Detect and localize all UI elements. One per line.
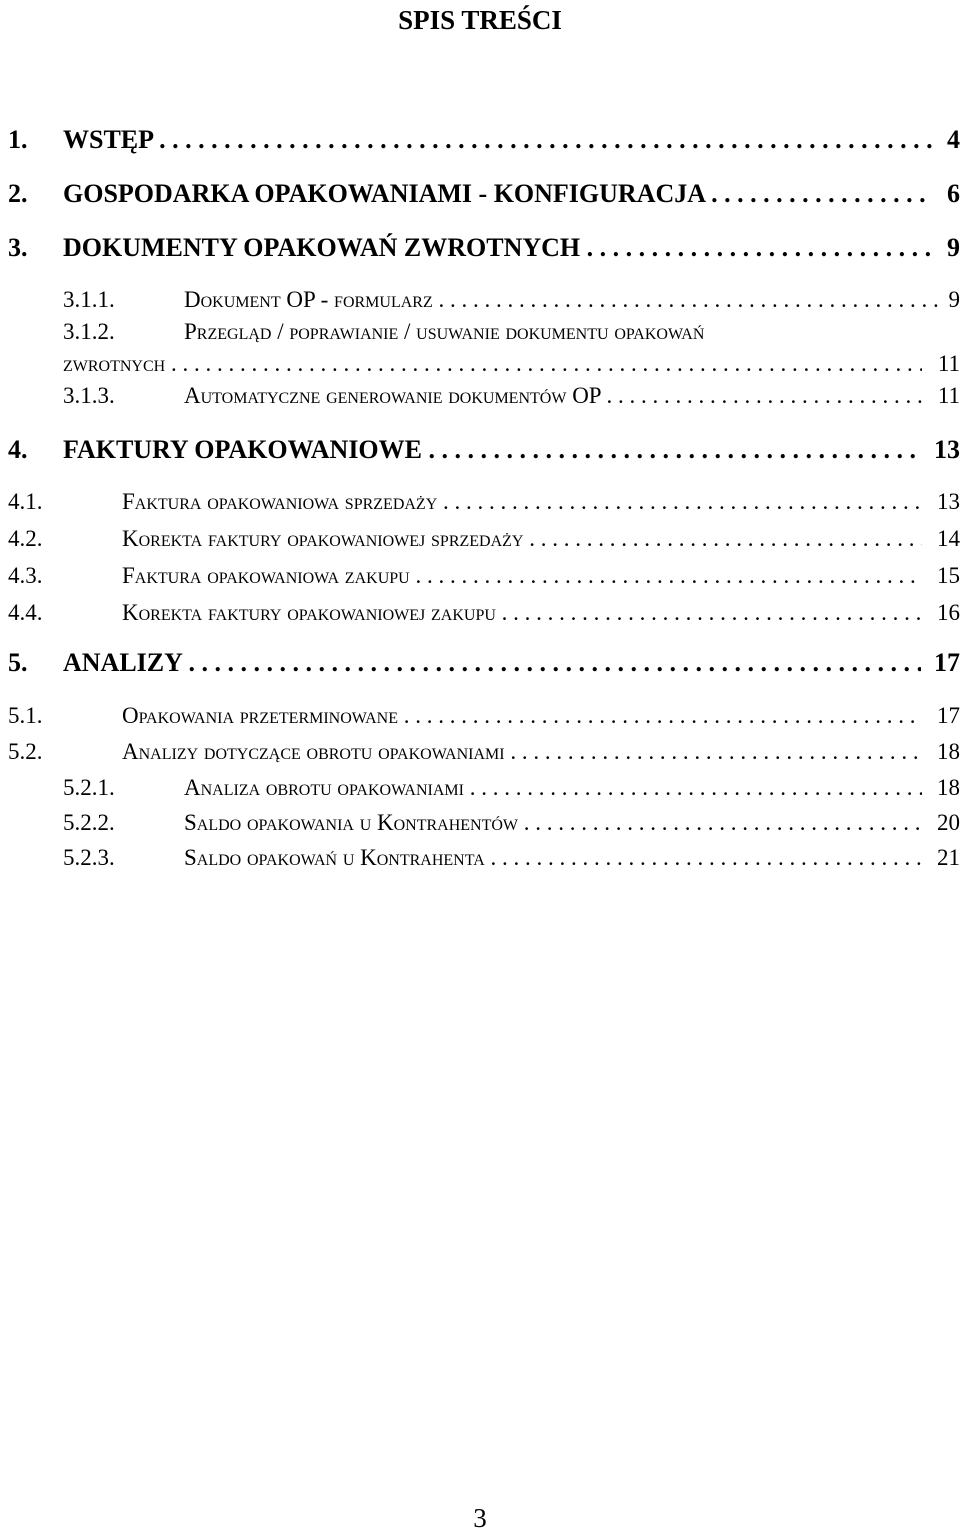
toc-entry-number: 3. <box>8 233 28 262</box>
toc-entry-number: 3.1.1. <box>63 287 115 312</box>
toc-entry-4-1[interactable] <box>0 482 960 522</box>
toc-entry-title: Opakowania przeterminowane . . . <box>122 696 922 736</box>
toc-entry-page: 16 <box>937 600 960 625</box>
toc-entry-number: 5. <box>8 648 28 677</box>
toc-entry-title: GOSPODARKA OPAKOWANIAMI - KONFIGURACJA . . . <box>63 174 932 214</box>
toc-entry-title: Faktura opakowaniowa sprzedaży . . . <box>122 482 922 522</box>
toc-entry-number: 4.2. <box>8 526 43 551</box>
toc-entry-title: Korekta faktury opakowaniowej zakupu . . . <box>122 593 922 633</box>
toc-entry-page: 18 <box>937 739 960 764</box>
toc-entry-3[interactable] <box>0 228 960 268</box>
toc-entry-5-2-1[interactable] <box>0 768 960 808</box>
toc-entry-page: 9 <box>948 287 960 312</box>
toc-entry-title: WSTĘP . . . <box>63 120 932 160</box>
toc-entry-3-1-3[interactable] <box>0 376 960 416</box>
toc-entry-number: 5.2.3. <box>63 845 115 870</box>
toc-entry-4-4[interactable] <box>0 593 960 633</box>
toc-entry-page: 21 <box>937 845 960 870</box>
toc-entry-number: 4.4. <box>8 600 43 625</box>
toc-entry-title: Saldo opakowań u Kontrahenta . . . <box>184 838 922 878</box>
toc-entry-5[interactable] <box>0 643 960 683</box>
toc-entry-title: Faktura opakowaniowa zakupu . . . <box>122 556 922 596</box>
toc-entry-number: 5.2.1. <box>63 775 115 800</box>
toc-entry-number: 4.1. <box>8 489 43 514</box>
toc-entry-title: zwrotnych . . . <box>63 344 922 384</box>
toc-entry-number: 1. <box>8 125 28 154</box>
toc-entry-page: 13 <box>937 489 960 514</box>
toc-entry-title: DOKUMENTY OPAKOWAŃ ZWROTNYCH . . . <box>63 228 932 268</box>
toc-entry-number: 3.1.2. <box>63 319 115 344</box>
toc-entry-page: 17 <box>937 703 960 728</box>
toc-entry-4[interactable] <box>0 430 960 470</box>
toc-title: SPIS TREŚCI <box>398 5 562 35</box>
toc-entry-title: ANALIZY . . . <box>63 643 921 683</box>
toc-entry-5-2[interactable] <box>0 732 960 772</box>
toc-entry-title: Saldo opakowania u Kontrahentów . . . <box>184 803 922 843</box>
toc-entry-page: 18 <box>937 775 960 800</box>
toc-entry-5-1[interactable] <box>0 696 960 736</box>
toc-entry-page: 6 <box>947 179 960 208</box>
toc-entry-title: Automatyczne generowanie dokumentów OP . . . <box>184 376 922 416</box>
toc-entry-number: 2. <box>8 179 28 208</box>
toc-entry-page: 17 <box>934 648 960 677</box>
toc-entry-number: 4. <box>8 435 28 464</box>
toc-entry-number: 4.3. <box>8 563 43 588</box>
toc-entry-page: 11 <box>937 351 960 376</box>
toc-entry-1[interactable] <box>0 120 960 160</box>
toc-entry-title: Korekta faktury opakowaniowej sprzedaży . . . <box>122 519 922 559</box>
toc-entry-title: Analiza obrotu opakowaniami . . . <box>184 768 922 808</box>
toc-entry-page: 13 <box>934 435 960 464</box>
toc-entry-title-line1: Przegląd / poprawianie / usuwanie dokumentu opakowań <box>184 319 705 344</box>
toc-entry-number: 5.2.2. <box>63 810 115 835</box>
toc-entry-4-3[interactable] <box>0 556 960 596</box>
toc-entry-number: 3.1.3. <box>63 383 115 408</box>
toc-entry-title: Analizy dotyczące obrotu opakowaniami . . . <box>122 732 922 772</box>
toc-entry-page: 15 <box>937 563 960 588</box>
toc-entry-page: 4 <box>947 125 960 154</box>
toc-entry-title: FAKTURY OPAKOWANIOWE . . . <box>63 430 921 470</box>
toc-entry-page: 20 <box>937 810 960 835</box>
toc-entry-page: 14 <box>937 526 960 551</box>
toc-entry-page: 11 <box>937 383 960 408</box>
toc-entry-page: 9 <box>947 233 960 262</box>
page-number: 3 <box>473 1503 487 1533</box>
toc-entry-number: 5.1. <box>8 703 43 728</box>
toc-entry-2[interactable] <box>0 174 960 214</box>
toc-entry-title: Dokument OP - formularz . . . <box>184 280 938 320</box>
toc-entry-5-2-2[interactable] <box>0 803 960 843</box>
toc-entry-number: 5.2. <box>8 739 43 764</box>
toc-entry-4-2[interactable] <box>0 519 960 559</box>
toc-entry-5-2-3[interactable] <box>0 838 960 878</box>
